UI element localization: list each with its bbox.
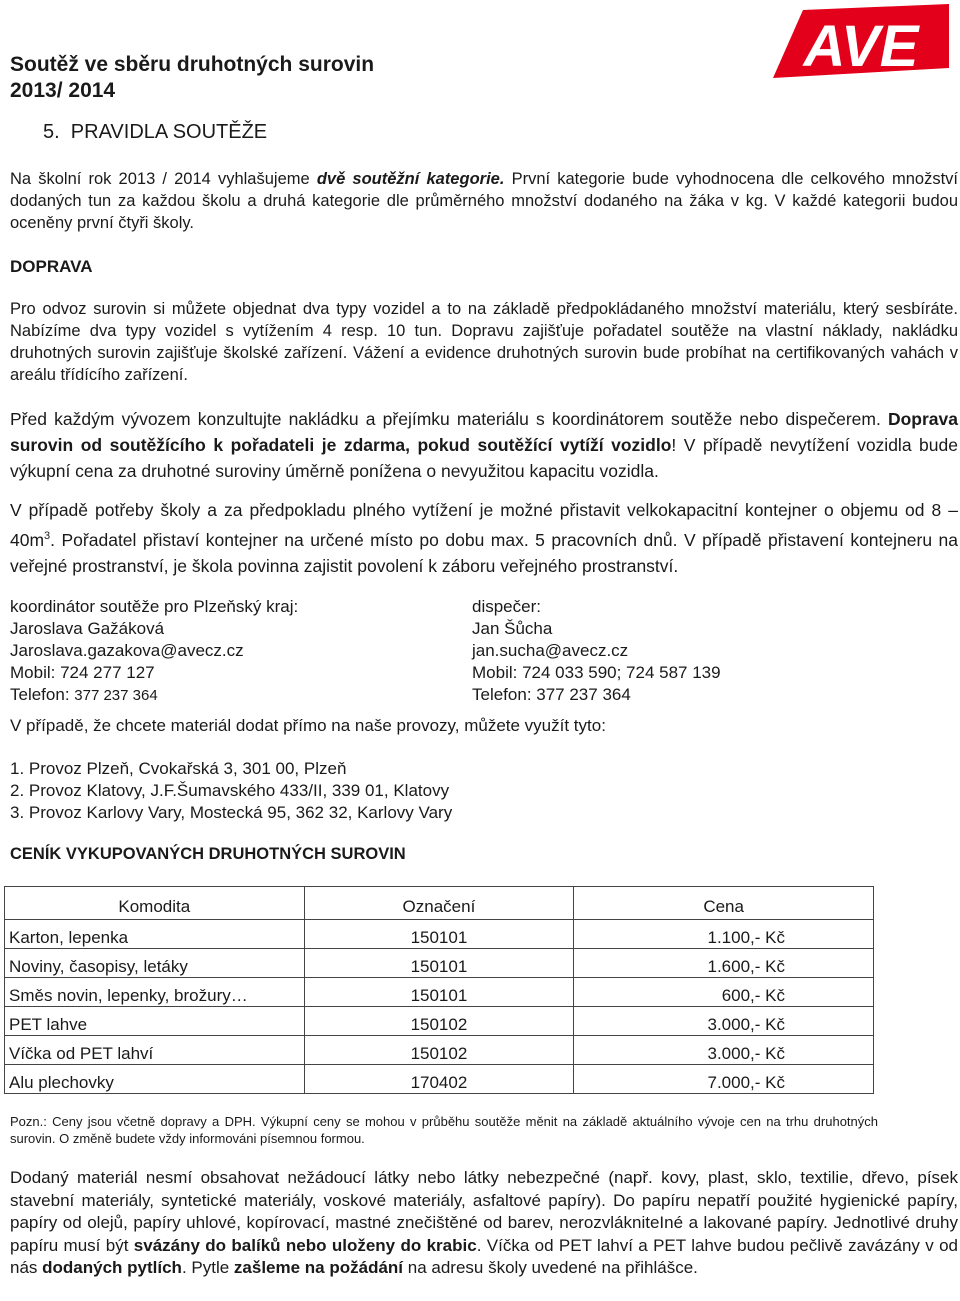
table-cell-cena: 600,- Kč (574, 978, 874, 1007)
page-subtitle-year: 2013/ 2014 (10, 79, 116, 102)
doprava-paragraph-1: Pro odvoz surovin si můžete objednat dva typy vozidel a to na základě předpokládaného množství materiálu, který sesbíráte. Nabízíme dva typy vozidel s vytížením 4 resp. 10 tun. Dopravu zajišťuje pořadatel soutěže na vlastní náklady, nakládku druhotných surovin zajišťuje školské zařízení. Vážení a evidence druhotných surovin bude probíhat na certifikovaných vahách v areálu třídícího zařízení. (10, 300, 958, 384)
table-cell-oznaceni: 150102 (304, 1007, 574, 1036)
table-row (5, 1036, 874, 1065)
dispatcher-name: Jan Šůcha (472, 619, 553, 638)
dispatcher-mobile: Mobil: 724 033 590; 724 587 139 (472, 663, 721, 682)
price-note: Pozn.: Ceny jsou včetně dopravy a DPH. Výkupní ceny se mohou v průběhu soutěže měnit na základě aktuálního vývoje cen na trhu druhotných surovin. O změně budete vždy informováni písemnou formou. (10, 1114, 878, 1146)
doprava-p2-bold: Doprava surovin od soutěžícího k pořadateli je zdarma, pokud soutěžící vytíží vozidlo (10, 409, 958, 455)
contact-coordinator (10, 596, 430, 707)
table-cell-komodita: PET lahve (5, 1007, 305, 1036)
table-cell-cena: 1.600,- Kč (574, 949, 874, 978)
doprava-p3-text: V případě potřeby školy a za předpokladu plného vytížení je možné přistavit velkokapacitní kontejner o objemu od 8 – 40m (10, 500, 958, 550)
price-table (4, 886, 874, 1094)
provoz-item: 3. Provoz Karlovy Vary, Mostecká 95, 362 32, Karlovy Vary (10, 803, 453, 822)
dispatcher-phone: 377 237 364 (536, 685, 631, 704)
column-header: Cena (574, 887, 874, 920)
final-text-4: na adresu školy uvedené na přihlášce. (403, 1258, 698, 1277)
doprava-p3-sup: 3 (44, 530, 51, 542)
table-cell-cena: 3.000,- Kč (574, 1036, 874, 1065)
dispatcher-role: dispečer: (472, 597, 541, 616)
table-cell-komodita: Karton, lepenka (5, 920, 305, 949)
doprava-p3-rest: . Pořadatel přistaví kontejner na určené místo po dobu max. 5 pracovních dnů. V případě přistavení kontejneru na veřejné prostranství, je škola povinna zajistit povolení k záboru veřejného prostranství. (10, 529, 958, 576)
intro-text-1: Na školní rok 2013 / 2014 vyhlašujeme (10, 170, 317, 188)
column-header: Komodita (5, 887, 305, 920)
final-bold-2: dodaných pytlích (42, 1258, 182, 1277)
doprava-heading: DOPRAVA (10, 257, 93, 276)
table-row (5, 978, 874, 1007)
final-text-3: . Pytle (181, 1258, 234, 1277)
table-cell-oznaceni: 150101 (304, 949, 574, 978)
final-text-2: . Víčka od PET lahví a PET lahve budou pečlivě zavázány v od nás (10, 1235, 959, 1277)
provozy-intro: V případě, že chcete materiál dodat přímo na naše provozy, můžete využít tyto: (10, 716, 606, 735)
table-cell-komodita: Směs novin, lepenky, brožury… (5, 978, 305, 1007)
coordinator-email[interactable]: Jaroslava.gazakova@avecz.cz (10, 641, 244, 660)
doprava-paragraph-3 (10, 497, 958, 579)
provoz-item: 2. Provoz Klatovy, J.F.Šumavského 433/II, 339 01, Klatovy (10, 781, 450, 800)
page-title: Soutěž ve sběru druhotných surovin (10, 53, 375, 76)
doprava-p2-rest: ! V případě nevytížení vozidla bude výkupní cena za druhotné suroviny úměrně ponížena o nevyužitou kapacitu vozidla. (10, 435, 958, 481)
table-cell-cena: 3.000,- Kč (574, 1007, 874, 1036)
coordinator-mobile: Mobil: 724 277 127 (10, 663, 155, 682)
table-row (5, 949, 874, 978)
doprava-p2-text: Před každým vývozem konzultujte nakládku a přejímku materiálu s koordinátorem soutěže nebo dispečerem. (10, 409, 888, 429)
table-row (5, 1007, 874, 1036)
dispatcher-phone-row (472, 684, 952, 706)
table-cell-cena: 1.100,- Kč (574, 920, 874, 949)
table-cell-oznaceni: 150101 (304, 978, 574, 1007)
intro-categories: dvě soutěžní kategorie. (316, 170, 505, 188)
section-title: 5. PRAVIDLA SOUTĚŽE (43, 121, 268, 143)
table-cell-komodita: Víčka od PET lahví (5, 1036, 305, 1065)
coordinator-role: koordinátor soutěže pro Plzeňský kraj: (10, 597, 299, 616)
table-cell-cena: 7.000,- Kč (574, 1065, 874, 1094)
column-header: Označení (304, 887, 574, 920)
cenik-heading: CENÍK VYKUPOVANÝCH DRUHOTNÝCH SUROVIN (10, 845, 406, 863)
table-header-row (5, 887, 874, 920)
table-cell-oznaceni: 150102 (304, 1036, 574, 1065)
table-row (5, 920, 874, 949)
logo-text: AVE (803, 14, 919, 79)
doprava-paragraph-2 (10, 406, 958, 484)
contact-dispatcher (472, 596, 952, 706)
dispatcher-phone-label: Telefon: (472, 685, 537, 704)
dispatcher-email[interactable]: jan.sucha@avecz.cz (472, 641, 629, 660)
intro-paragraph (10, 168, 958, 234)
final-bold-1: svázány do balíků nebo uloženy do krabic (133, 1235, 477, 1255)
ave-logo (763, 4, 949, 80)
header (10, 52, 710, 104)
final-text-1: Dodaný materiál nesmí obsahovat nežádoucí látky nebo látky nebezpečné (např. kovy, plast, sklo, textilie, dřevo, písek stavební materiály, syntetické materiály, voskové materiály, asfaltové papíry). Do papíru nepatří použité hygienické papíry, papíry od olejů, papíry uhlové, kopírovací, mastné znečištěné od barev, nerozvlákniteIné a lakované papíry. Jednotlivé druhy papíru musí být (10, 1168, 958, 1255)
coordinator-phone-row (10, 684, 430, 707)
intro-text-2: První kategorie bude vyhodnocena dle celkového množství dodaných tun za každou školu a druhá kategorie dle průměrného množství dodaného na žáka v kg. V každé kategorii budou oceněny první čtyři školy. (10, 170, 959, 232)
table-cell-oznaceni: 150101 (304, 920, 574, 949)
provoz-item: 1. Provoz Plzeň, Cvokařská 3, 301 00, Plzeň (10, 759, 347, 778)
final-paragraph (10, 1167, 958, 1280)
provozy-list (10, 758, 452, 824)
coordinator-phone-label: Telefon: (10, 685, 75, 704)
final-bold-3: zašleme na požádání (233, 1258, 404, 1277)
coordinator-phone: 377 237 364 (74, 687, 158, 704)
table-cell-komodita: Alu plechovky (5, 1065, 305, 1094)
table-cell-komodita: Noviny, časopisy, letáky (5, 949, 305, 978)
coordinator-name: Jaroslava Gažáková (10, 619, 165, 638)
table-row (5, 1065, 874, 1094)
table-cell-oznaceni: 170402 (304, 1065, 574, 1094)
